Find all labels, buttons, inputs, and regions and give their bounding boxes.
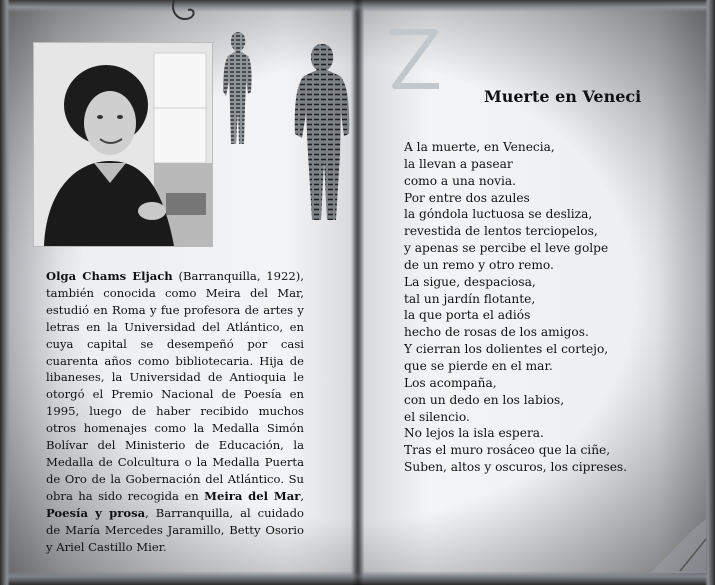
author-photo [34, 43, 212, 246]
poem-line: con un dedo en los labios, [404, 392, 565, 407]
decorative-letter [383, 24, 443, 94]
poem-title: Muerte en Veneci [484, 87, 642, 106]
bio-separator: , [300, 488, 304, 503]
poem-line: como a una novia. [404, 173, 517, 188]
poem-line: la que porta el adiós [404, 308, 531, 323]
poem-line: Tras el muro rosáceo que la ciñe, [404, 443, 611, 458]
author-name: Olga Chams Eljach [46, 269, 173, 283]
poem-line: Y cierran los dolientes el cortejo, [404, 342, 609, 357]
poem-line: La sigue, despaciosa, [404, 274, 536, 289]
poem-line: Por entre dos azules [404, 190, 530, 205]
poem-line: y apenas se percibe el leve golpe [404, 241, 609, 256]
poem-line: de un remo y otro remo. [404, 257, 554, 272]
poem-body [404, 139, 627, 476]
poem-line: No lejos la isla espera. [404, 426, 544, 441]
bio-text-part-2: , Barranquilla, al cuidado de María Mercedes Jaramillo, Betty Osorio y Ariel Castillo Mier. [46, 505, 304, 554]
poem-line: la llevan a pasear [404, 156, 513, 171]
poem-line: A la muerte, en Venecia, [404, 140, 555, 154]
poem-line: Los acompaña, [404, 375, 497, 390]
book-title-2: Poesía y prosa [46, 505, 146, 520]
book-title-1: Meira del Mar [204, 488, 301, 503]
book-edge-right [705, 0, 715, 585]
author-biography [46, 268, 304, 555]
text-silhouette-large [286, 42, 358, 224]
poem-line: la góndola luctuosa se desliza, [404, 207, 593, 222]
page-curl-ornament [640, 515, 710, 575]
text-silhouette-small [218, 30, 258, 148]
bio-text-part-1: (Barranquilla, 1922), también conocida como Meira del Mar, estudió en Roma y fue profesora de artes y letras en la Universidad del Atlántico, en cuya capital se desempeñó por casi cuarenta años como bibliotecaria. Hija de libaneses, la Universidad de Antioquia le otorgó el Premio Nacional de Poesía en 1995, luego de haber recibido muchos otros homenajes como la Medalla Simón Bolívar del Ministerio de Educación, la Medalla de Colcultura o la Medalla Puerta de Oro de la Gobernación del Atlántico. Su obra ha sido recogida en [46, 269, 304, 503]
poem-line: que se pierde en el mar. [404, 358, 553, 373]
poem-line: el silencio. [404, 409, 470, 424]
poem-line: hecho de rosas de los amigos. [404, 325, 589, 340]
book-edge-left [0, 0, 10, 585]
poem-line: tal un jardín flotante, [404, 291, 536, 306]
ribbon-ornament [160, 0, 200, 40]
poem-line: revestida de lentos terciopelos, [404, 224, 598, 239]
poem-line: Suben, altos y oscuros, los cipreses. [404, 460, 628, 475]
